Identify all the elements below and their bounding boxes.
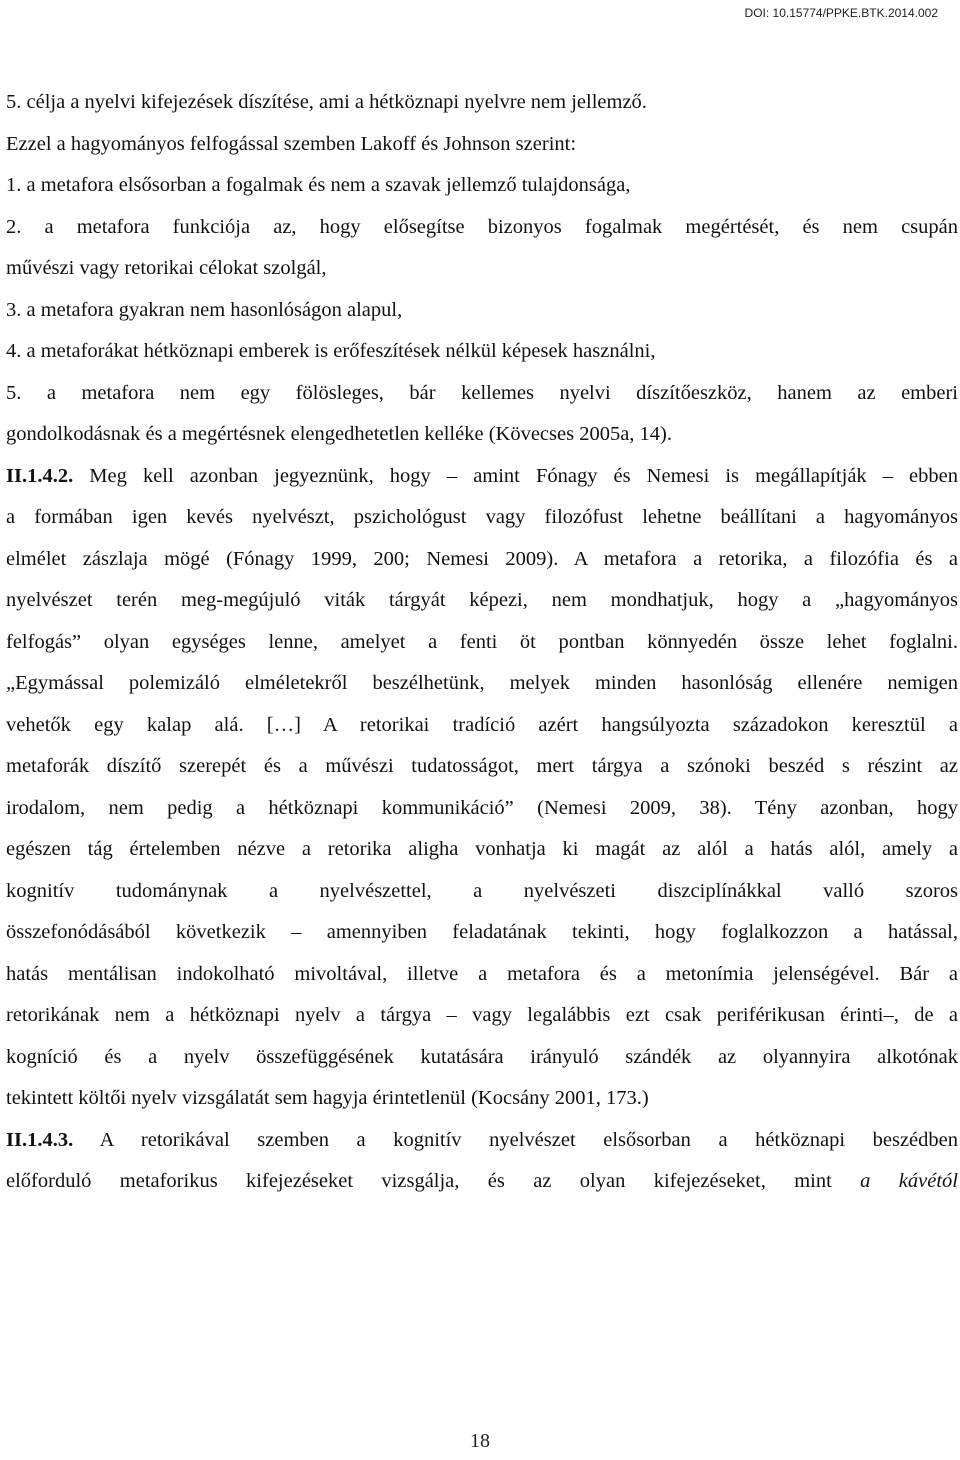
section-2-line: metaforák díszítő szerepét és a művészi tudatosságot, mert tárgya a szónoki beszéd s részint az bbox=[6, 755, 958, 777]
section-2-line: felfogás” olyan egységes lenne, amelyet a fenti öt pontban könnyedén össze lehet foglalni. bbox=[6, 630, 958, 653]
section-3-italic-example: a kávétól bbox=[860, 1170, 958, 1192]
section-2-line: elmélet zászlaja mögé (Fónagy 1999, 200; Nemesi 2009). A metafora a retorika, a filozófia és a bbox=[6, 547, 958, 570]
section-3-line-1 bbox=[6, 1120, 958, 1162]
section-2-paragraph bbox=[6, 456, 958, 1120]
section-2-last-line: tekintett költői nyelv vizsgálatát sem hagyja érintetlenül (Kocsány 2001, 173.) bbox=[6, 1087, 649, 1109]
section-3-paragraph bbox=[6, 1120, 958, 1203]
section-3-line-2 bbox=[6, 1161, 958, 1203]
new-list-item-5-line-2: gondolkodásnak és a megértésnek elengedhetetlen kelléke (Kövecses 2005a, 14). bbox=[6, 423, 673, 445]
doi-header: DOI: 10.15774/PPKE.BTK.2014.002 bbox=[744, 6, 938, 20]
new-list-item-4: 4. a metaforákat hétköznapi emberek is erőfeszítések nélkül képesek használni, bbox=[6, 340, 656, 362]
section-2-line: hatás mentálisan indokolható mivoltával, illetve a metafora és a metonímia jelenségével. Bár a bbox=[6, 962, 958, 985]
section-2-line: nyelvészet terén meg-megújuló viták tárgyát képezi, nem mondhatjuk, hogy a „hagyományos bbox=[6, 589, 958, 611]
section-2-line: „Egymással polemizáló elméletekről beszélhetünk, melyek minden hasonlóság ellenére nemigen bbox=[6, 672, 958, 694]
section-2-line-text: Meg kell azonban jegyeznünk, hogy – amint Fónagy és Nemesi is megállapítják – ebben bbox=[89, 464, 959, 487]
section-2-line: egészen tág értelemben nézve a retorika aligha vonhatja ki magát az alól a hatás alól, amely a bbox=[6, 838, 958, 860]
section-2-line: kognitív tudománynak a nyelvészettel, a nyelvészeti diszciplínákkal valló szoros bbox=[6, 879, 958, 902]
section-3-line-2-text: előforduló metaforikus kifejezéseket vizsgálja, és az olyan kifejezéseket, mint bbox=[6, 1170, 832, 1192]
new-list-item-2-line-1: 2. a metafora funkciója az, hogy elősegítse bizonyos fogalmak megértését, és nem csupán bbox=[6, 215, 958, 238]
section-2-line: kogníció és a nyelv összefüggésének kutatására irányuló szándék az olyannyira alkotónak bbox=[6, 1045, 958, 1068]
new-list-item-3: 3. a metafora gyakran nem hasonlóságon alapul, bbox=[6, 298, 403, 321]
page-body bbox=[6, 82, 958, 1203]
new-list-item-2-line-2: művészi vagy retorikai célokat szolgál, bbox=[6, 257, 327, 279]
intro-text: Ezzel a hagyományos felfogással szemben Lakoff és Johnson szerint: bbox=[6, 132, 577, 155]
new-list-item-1: 1. a metafora elsősorban a fogalmak és nem a szavak jellemző tulajdonsága, bbox=[6, 174, 631, 196]
section-2-line bbox=[6, 456, 958, 498]
section-2-line: irodalom, nem pedig a hétköznapi kommunikáció” (Nemesi 2009, 38). Tény azonban, hogy bbox=[6, 796, 958, 819]
section-2-line: retorikának nem a hétköznapi nyelv a tárgya – vagy legalábbis ezt csak periférikusan érinti–, de a bbox=[6, 1004, 958, 1026]
section-3-line-1-text: A retorikával szemben a kognitív nyelvészet elsősorban a hétköznapi beszédben bbox=[99, 1128, 959, 1151]
old-list-item-5: 5. célja a nyelvi kifejezések díszítése, ami a hétköznapi nyelvre nem jellemző. bbox=[6, 91, 647, 113]
section-2-line: a formában igen kevés nyelvészt, pszichológust vagy filozófust lehetne beállítani a hagyományos bbox=[6, 506, 958, 528]
page-number: 18 bbox=[470, 1430, 490, 1452]
section-2-line: összefonódásából következik – amennyiben feladatának tekinti, hogy foglalkozzon a hatással, bbox=[6, 921, 958, 943]
section-3-number: II.1.4.3. bbox=[6, 1128, 74, 1151]
section-2-line: vehetők egy kalap alá. […] A retorikai tradíció azért hangsúlyozta századokon keresztül a bbox=[6, 713, 958, 736]
new-list-item-5-line-1: 5. a metafora nem egy fölösleges, bár kellemes nyelvi díszítőeszköz, hanem az emberi bbox=[6, 381, 958, 404]
section-2-number: II.1.4.2. bbox=[6, 464, 74, 487]
